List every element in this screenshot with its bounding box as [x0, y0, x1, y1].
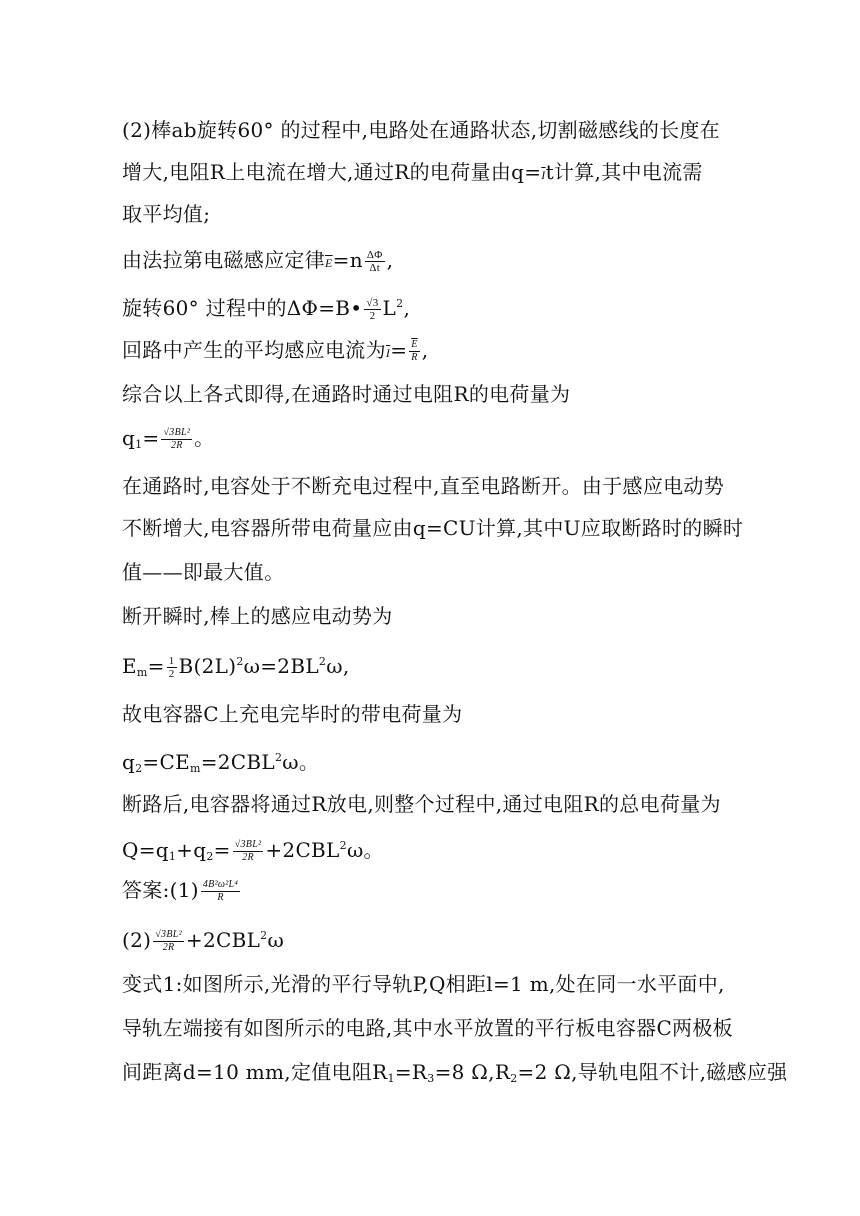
- text-segment: 旋转60° 过程中的ΔΦ=B•: [122, 296, 363, 320]
- superscript: 2: [274, 751, 283, 764]
- text-segment: =8 Ω,R: [434, 1060, 511, 1084]
- text-segment: +2CBL: [265, 838, 340, 862]
- fraction-numerator: $\overline{E}$: [411, 339, 418, 350]
- fraction-numerator: √3BL²: [155, 929, 182, 940]
- fraction: [365, 249, 385, 274]
- text-segment: =: [147, 654, 165, 678]
- fraction-numerator: 1: [168, 655, 175, 667]
- text-line: [122, 158, 703, 189]
- fraction-denominator: 2: [369, 310, 376, 322]
- text-segment: 增大,电阻R上电流在增大,通过R的电荷量由q=: [122, 160, 542, 184]
- fraction: [161, 427, 192, 452]
- text-line: 不断增大,电容器所带电荷量应由q=CU计算,其中U应取断路时的瞬时: [122, 516, 744, 540]
- text-segment: ,: [421, 338, 429, 362]
- text-segment: ω=2BL: [243, 654, 319, 678]
- formula-line: [122, 424, 214, 459]
- fraction-denominator: 2: [168, 668, 175, 680]
- text-line: 综合以上各式即得,在通路时通过电阻R的电荷量为: [122, 382, 571, 406]
- text-segment: =R: [394, 1060, 428, 1084]
- fraction-denominator: 2R: [242, 852, 254, 863]
- subscript: 3: [427, 1072, 435, 1085]
- text-segment: =n: [332, 248, 363, 272]
- fraction-numerator: 4B²ω²L⁴: [202, 879, 239, 890]
- subscript: 2: [135, 762, 143, 775]
- subscript: 1: [168, 850, 177, 863]
- fraction-denominator: 2R: [170, 440, 183, 451]
- text-line: 断路后,电容器将通过R放电,则整个过程中,通过电阻R的总电荷量为: [122, 792, 721, 816]
- text-line: (2)棒ab旋转60° 的过程中,电路处在通路状态,切割磁感线的长度在: [122, 118, 721, 142]
- text-segment: +2CBL: [185, 928, 261, 952]
- text-segment: 回路中产生的平均感应电流为: [122, 338, 386, 362]
- formula-line: [122, 832, 384, 871]
- fraction-denominator: 2R: [162, 942, 175, 953]
- subscript: m: [189, 762, 201, 775]
- text-segment: =: [142, 426, 160, 450]
- fraction-numerator: √3BL²: [163, 427, 191, 438]
- superscript: 2: [396, 297, 404, 310]
- text-segment: 。: [194, 426, 215, 450]
- subscript: m: [136, 666, 148, 679]
- subscript: 2: [510, 1072, 518, 1085]
- text-segment: (2): [122, 928, 152, 952]
- text-segment: E: [122, 654, 137, 678]
- fraction-denominator: R: [217, 892, 224, 903]
- text-segment: ω,: [326, 654, 350, 678]
- subscript: 1: [135, 438, 143, 451]
- text-segment: ω: [267, 928, 285, 952]
- text-segment: =: [213, 838, 231, 862]
- text-segment: Q=q: [122, 838, 169, 862]
- fraction: [167, 655, 177, 680]
- text-segment: =2CBL: [200, 750, 275, 774]
- text-segment: ,: [386, 248, 394, 272]
- text-line: 故电容器C上充电完毕时的带电荷量为: [122, 702, 463, 726]
- text-segment: t计算,其中电流需: [545, 160, 703, 184]
- text-line: 在通路时,电容处于不断充电过程中,直至电路断开。由于感应电动势: [122, 474, 725, 498]
- subscript: 1: [387, 1072, 395, 1085]
- fraction: [153, 929, 184, 954]
- superscript: 2: [339, 839, 347, 852]
- answer-line: [122, 922, 284, 954]
- text-segment: q: [122, 426, 136, 450]
- text-segment: B(2L): [178, 654, 237, 678]
- fraction-denominator: R: [411, 352, 418, 363]
- formula-line: [122, 336, 428, 367]
- mean-emf-symbol: $\overline{E}$: [325, 256, 333, 270]
- superscript: 2: [236, 655, 244, 668]
- subscript: 2: [206, 850, 214, 863]
- text-segment: L: [382, 296, 397, 320]
- superscript: 2: [260, 929, 268, 942]
- answer-line: [122, 876, 242, 904]
- text-segment: ,: [403, 296, 411, 320]
- text-line: 变式1:如图所示,光滑的平行导轨P,Q相距l=1 m,处在同一水平面中,: [122, 972, 725, 996]
- text-segment: =: [390, 338, 408, 362]
- formula-line: [122, 246, 393, 277]
- text-segment: =2 Ω,导轨电阻不计,磁感应强: [517, 1060, 788, 1084]
- text-segment: q: [122, 750, 136, 774]
- fraction: [233, 839, 264, 864]
- text-line: 值——即最大值。: [122, 560, 285, 584]
- text-segment: 答案:(1): [122, 878, 199, 902]
- text-segment: ω。: [346, 838, 384, 862]
- fraction-numerator: √3BL²: [234, 839, 262, 850]
- formula-line: [122, 744, 319, 783]
- text-line: 断开瞬时,棒上的感应电动势为: [122, 604, 393, 628]
- formula-line: [122, 290, 410, 322]
- text-segment: =CE: [142, 750, 190, 774]
- text-segment: +q: [176, 838, 207, 862]
- text-segment: 间距离d=10 mm,定值电阻R: [122, 1060, 388, 1084]
- formula-line: [122, 648, 350, 687]
- mean-current-symbol: $\overline{I}$: [385, 346, 391, 360]
- fraction: [409, 339, 419, 364]
- text-line: 取平均值;: [122, 202, 211, 226]
- superscript: 2: [318, 655, 327, 668]
- text-line: [122, 1058, 787, 1093]
- fraction: [201, 879, 240, 904]
- fraction-numerator: ΔΦ: [366, 249, 383, 261]
- fraction: [364, 297, 380, 322]
- fraction-numerator: √3: [366, 297, 379, 309]
- text-segment: ω。: [282, 750, 320, 774]
- text-line: 导轨左端接有如图所示的电路,其中水平放置的平行板电容器C两极板: [122, 1016, 733, 1040]
- mean-current-symbol: $\overline{I}$: [541, 168, 546, 182]
- text-segment: 由法拉第电磁感应定律: [122, 248, 325, 272]
- fraction-denominator: Δt: [369, 262, 381, 274]
